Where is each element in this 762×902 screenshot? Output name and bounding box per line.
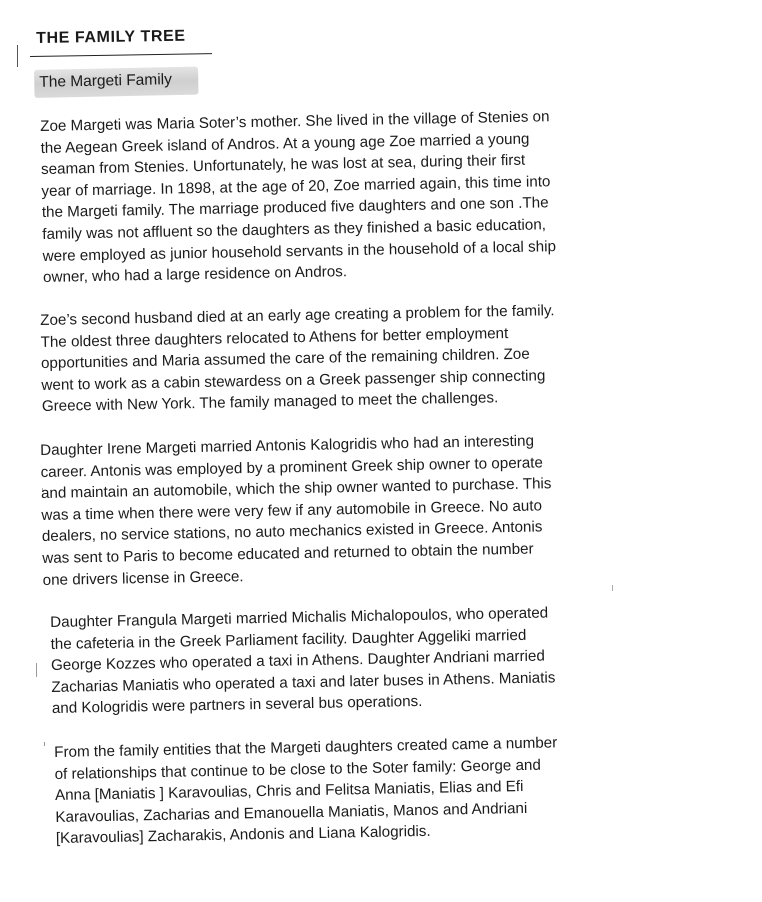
scan-artifact-mark — [36, 663, 37, 677]
section-heading: The Margeti Family — [34, 67, 199, 98]
scan-artifact-mark — [44, 742, 45, 746]
paragraph-other-daughters: Daughter Frangula Margeti married Michalis Michalopoulos, who operated the cafeteria in the Greek Parliament facility. Daughter Aggeliki married George Kozzes who operated a taxi in Athens. Daughter Andriani married Zacharias Maniatis who operated a taxi and later buses in Athens. Maniatis and Kologridis were partners in several bus operations. — [50, 604, 556, 718]
title-underline — [30, 53, 212, 57]
scan-artifact-mark — [612, 585, 613, 591]
paragraph-zoe-margeti: Zoe Margeti was Maria Soter’s mother. She lived in the village of Stenies on the Aegean Greek island of Andros. At a young age Zoe married a young seaman from Stenies. Unfortunately, he was lost at sea, during their first year of marriage. In 1898, at the age of 20, Zoe married again, this time into the Margeti family. The marriage produced five daughters and one son .The family was not affluent so the daughters as they finished a basic education, were employed as junior household servants in the household of a local ship owner, who had a large residence on Andros. — [40, 108, 557, 287]
document-title: THE FAMILY TREE — [36, 27, 186, 47]
paragraph-irene-margeti: Daughter Irene Margeti married Antonis Kalogridis who had an interesting career. Antonis was employed by a prominent Greek ship owner to operate and maintain an automobile, which the ship owner wanted to purchase. This was a time when there were very few if any automobile in Greece. No auto dealers, no service stations, no auto mechanics existed in Greece. Antonis was sent to Paris to become educated and returned to obtain the number one drivers license in Greece. — [40, 432, 552, 589]
paragraph-family-relationships: From the family entities that the Margeti daughters created came a number of relationships that continue to be close to the Soter family: George and Anna [Maniatis ] Karavoulias, Chris and Felitsa Maniatis, Elias and Efi Karavoulias, Zacharias and Emanouella Maniatis, Manos and Andriani [Karavoulias] Zacharakis, Andonis and Liana Kalogridis. — [54, 734, 558, 848]
scan-artifact-mark — [17, 45, 18, 67]
paragraph-second-husband: Zoe’s second husband died at an early age creating a problem for the family. The oldest three daughters relocated to Athens for better employment opportunities and Maria assumed the care of the remaining children. Zoe went to work as a cabin stewardess on a Greek passenger ship connecting Greece with New York. The family managed to meet the challenges. — [40, 302, 555, 416]
